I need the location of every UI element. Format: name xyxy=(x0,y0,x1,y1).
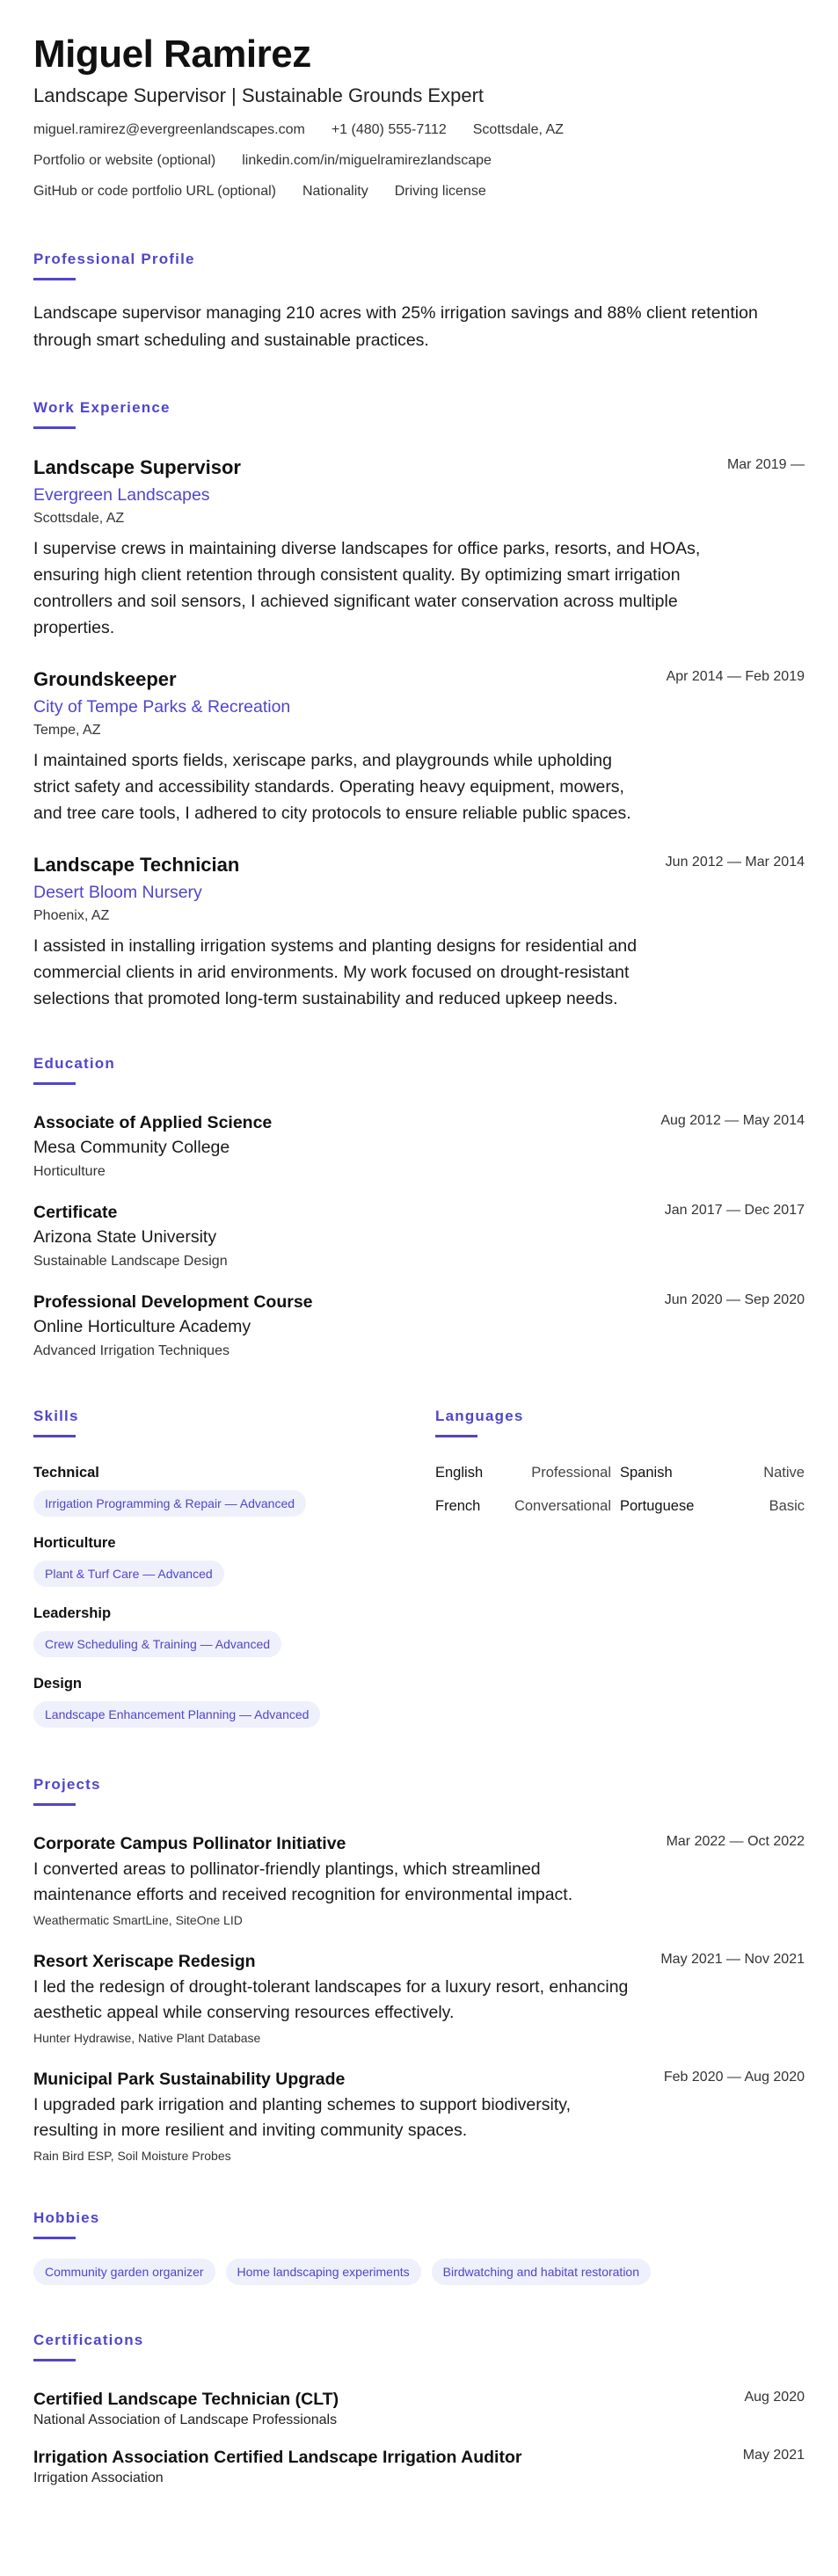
job-description: I supervise crews in maintaining diverse landscapes for office parks, resorts, and HOAs, ensuring high client retention through consistent quality. By optimizing smart irrigation controllers and soil sensors, I achieved significant water conservation across multiple properties. xyxy=(33,539,701,637)
skill-category: Horticulture xyxy=(33,1535,116,1551)
section-title-work: Work Experience xyxy=(33,399,171,416)
languages-section xyxy=(435,1407,805,1728)
education-school: Online Horticulture Academy xyxy=(33,1317,251,1336)
skill-category: Technical xyxy=(33,1465,99,1481)
language-level: Basic xyxy=(769,1498,805,1514)
profile-section xyxy=(33,250,805,354)
project-dates: Feb 2020 — Aug 2020 xyxy=(663,2070,805,2085)
education-field: Advanced Irrigation Techniques xyxy=(33,1343,230,1358)
contact-github[interactable]: GitHub or code portfolio URL (optional) xyxy=(33,184,276,199)
job-entry xyxy=(33,667,805,826)
education-field: Horticulture xyxy=(33,1164,106,1179)
section-title-education: Education xyxy=(33,1055,115,1072)
section-divider xyxy=(33,2237,76,2239)
contact-portfolio[interactable]: Portfolio or website (optional) xyxy=(33,153,216,168)
job-company: City of Tempe Parks & Recreation xyxy=(33,697,291,717)
education-degree: Certificate xyxy=(33,1203,118,1222)
contact-location: Scottsdale, AZ xyxy=(472,122,564,137)
certification-date: Aug 2020 xyxy=(744,2390,805,2405)
contact-linkedin[interactable]: linkedin.com/in/miguelramirezlandscape xyxy=(242,153,492,168)
certification-date: May 2021 xyxy=(742,2448,805,2463)
certification-issuer: Irrigation Association xyxy=(33,2470,164,2485)
certification-entry xyxy=(33,2446,805,2488)
section-divider xyxy=(435,1435,477,1437)
education-dates: Jun 2020 — Sep 2020 xyxy=(664,1292,805,1307)
project-dates: May 2021 — Nov 2021 xyxy=(660,1952,805,1967)
contact-phone[interactable]: +1 (480) 555-7112 xyxy=(331,122,447,137)
job-entry xyxy=(33,455,805,641)
language-level: Native xyxy=(763,1465,805,1481)
certification-name: Certified Landscape Technician (CLT) xyxy=(33,2390,339,2409)
section-divider xyxy=(33,426,76,429)
contact-row-2 xyxy=(33,152,805,170)
resume-header xyxy=(33,33,805,200)
section-divider xyxy=(33,2359,76,2361)
hobby-pill: Birdwatching and habitat restoration xyxy=(432,2259,651,2285)
job-title: Landscape Technician xyxy=(33,854,240,876)
language-level: Professional xyxy=(531,1465,611,1481)
language-item xyxy=(620,1497,805,1515)
project-description: I converted areas to pollinator-friendly plantings, which streamlined maintenance efforts and received recognition for environmental impact. xyxy=(33,1859,573,1904)
project-title: Resort Xeriscape Redesign xyxy=(33,1952,256,1971)
section-title-profile: Professional Profile xyxy=(33,251,195,267)
project-description: I led the redesign of drought-tolerant landscapes for a luxury resort, enhancing aesthetic appeal while conserving resources effectively. xyxy=(33,1977,629,2022)
project-entry xyxy=(33,1950,805,2047)
certification-entry xyxy=(33,2388,805,2430)
education-dates: Jan 2017 — Dec 2017 xyxy=(664,1203,805,1218)
certifications-section xyxy=(33,2331,805,2488)
language-name: French xyxy=(435,1498,481,1514)
project-tools: Weathermatic SmartLine, SiteOne LID xyxy=(33,1913,243,1927)
skill-pill: Irrigation Programming & Repair — Advanced xyxy=(33,1490,306,1517)
work-section xyxy=(33,398,805,1012)
project-title: Corporate Campus Pollinator Initiative xyxy=(33,1834,346,1853)
language-item xyxy=(620,1464,805,1481)
language-item xyxy=(435,1497,620,1515)
project-entry xyxy=(33,2068,805,2165)
skill-pill: Crew Scheduling & Training — Advanced xyxy=(33,1631,281,1657)
job-dates: Mar 2019 — xyxy=(726,457,805,472)
skill-pill: Plant & Turf Care — Advanced xyxy=(33,1561,224,1587)
job-company: Desert Bloom Nursery xyxy=(33,883,202,902)
job-location: Scottsdale, AZ xyxy=(33,511,125,526)
section-title-certifications: Certifications xyxy=(33,2332,144,2348)
job-entry xyxy=(33,853,805,1012)
education-degree: Professional Development Course xyxy=(33,1292,313,1312)
job-title: Landscape Supervisor xyxy=(33,456,241,478)
section-divider xyxy=(33,278,76,280)
section-title-hobbies: Hobbies xyxy=(33,2209,100,2226)
certification-name: Irrigation Association Certified Landscape Irrigation Auditor xyxy=(33,2448,522,2467)
skill-category: Leadership xyxy=(33,1605,112,1621)
language-name: Portuguese xyxy=(620,1498,695,1514)
contact-row-3 xyxy=(33,183,805,200)
education-degree: Associate of Applied Science xyxy=(33,1113,273,1132)
language-name: English xyxy=(435,1465,484,1481)
language-item xyxy=(435,1464,620,1481)
candidate-name: Miguel Ramirez xyxy=(33,33,311,76)
hobby-pill: Home landscaping experiments xyxy=(226,2259,421,2285)
job-title: Groundskeeper xyxy=(33,668,177,690)
languages-grid xyxy=(435,1464,805,1515)
education-school: Arizona State University xyxy=(33,1227,217,1247)
section-divider xyxy=(33,1803,76,1806)
project-entry xyxy=(33,1832,805,1929)
section-divider xyxy=(33,1435,76,1437)
job-description: I maintained sports fields, xeriscape parks, and playgrounds while upholding strict safety and accessibility standards. Operating heavy equipment, mowers, and tree care tools, I adhered to city protocols to ensure reliable public spaces. xyxy=(33,751,631,823)
skill-group xyxy=(33,1675,435,1728)
section-divider xyxy=(33,1082,76,1085)
candidate-headline: Landscape Supervisor | Sustainable Grounds Expert xyxy=(33,84,485,106)
job-location: Tempe, AZ xyxy=(33,723,101,738)
education-entry xyxy=(33,1201,805,1271)
hobby-list xyxy=(33,2259,805,2285)
skills-languages-row xyxy=(33,1407,805,1728)
project-title: Municipal Park Sustainability Upgrade xyxy=(33,2070,346,2089)
contact-driving-license: Driving license xyxy=(394,184,486,199)
certification-issuer: National Association of Landscape Professionals xyxy=(33,2412,338,2427)
project-description: I upgraded park irrigation and planting schemes to support biodiversity, resulting in more resilient and inviting community spaces. xyxy=(33,2095,571,2140)
education-dates: Aug 2012 — May 2014 xyxy=(660,1113,805,1128)
language-name: Spanish xyxy=(620,1465,673,1481)
contact-row-1 xyxy=(33,121,805,139)
contact-nationality: Nationality xyxy=(302,184,368,199)
hobbies-section xyxy=(33,2209,805,2285)
education-section xyxy=(33,1054,805,1361)
job-dates: Apr 2014 — Feb 2019 xyxy=(666,669,805,684)
skills-section xyxy=(33,1407,435,1728)
job-dates: Jun 2012 — Mar 2014 xyxy=(665,855,805,870)
skill-group xyxy=(33,1605,435,1657)
skill-pill: Landscape Enhancement Planning — Advanced xyxy=(33,1701,320,1728)
education-school: Mesa Community College xyxy=(33,1138,230,1157)
project-tools: Rain Bird ESP, Soil Moisture Probes xyxy=(33,2149,231,2163)
skill-group xyxy=(33,1464,435,1517)
education-entry xyxy=(33,1291,805,1361)
project-dates: Mar 2022 — Oct 2022 xyxy=(666,1834,805,1849)
hobby-pill: Community garden organizer xyxy=(33,2259,215,2285)
skill-category: Design xyxy=(33,1676,83,1692)
projects-section xyxy=(33,1775,805,2165)
section-title-skills: Skills xyxy=(33,1408,79,1424)
job-location: Phoenix, AZ xyxy=(33,908,110,923)
project-tools: Hunter Hydrawise, Native Plant Database xyxy=(33,2031,261,2045)
language-level: Conversational xyxy=(514,1498,611,1514)
section-title-languages: Languages xyxy=(435,1408,524,1424)
job-description: I assisted in installing irrigation systems and planting designs for residential and commercial clients in arid environments. My work focused on drought-resistant selections that promoted long-term sustainability and reduced upkeep needs. xyxy=(33,936,638,1008)
job-company: Evergreen Landscapes xyxy=(33,485,210,505)
section-title-projects: Projects xyxy=(33,1776,101,1793)
skill-group xyxy=(33,1534,435,1587)
profile-summary: Landscape supervisor managing 210 acres with 25% irrigation savings and 88% client retention through smart scheduling and sustainable practices. xyxy=(33,303,758,350)
education-field: Sustainable Landscape Design xyxy=(33,1254,228,1269)
education-entry xyxy=(33,1111,805,1182)
contact-email[interactable]: miguel.ramirez@evergreenlandscapes.com xyxy=(33,122,305,137)
